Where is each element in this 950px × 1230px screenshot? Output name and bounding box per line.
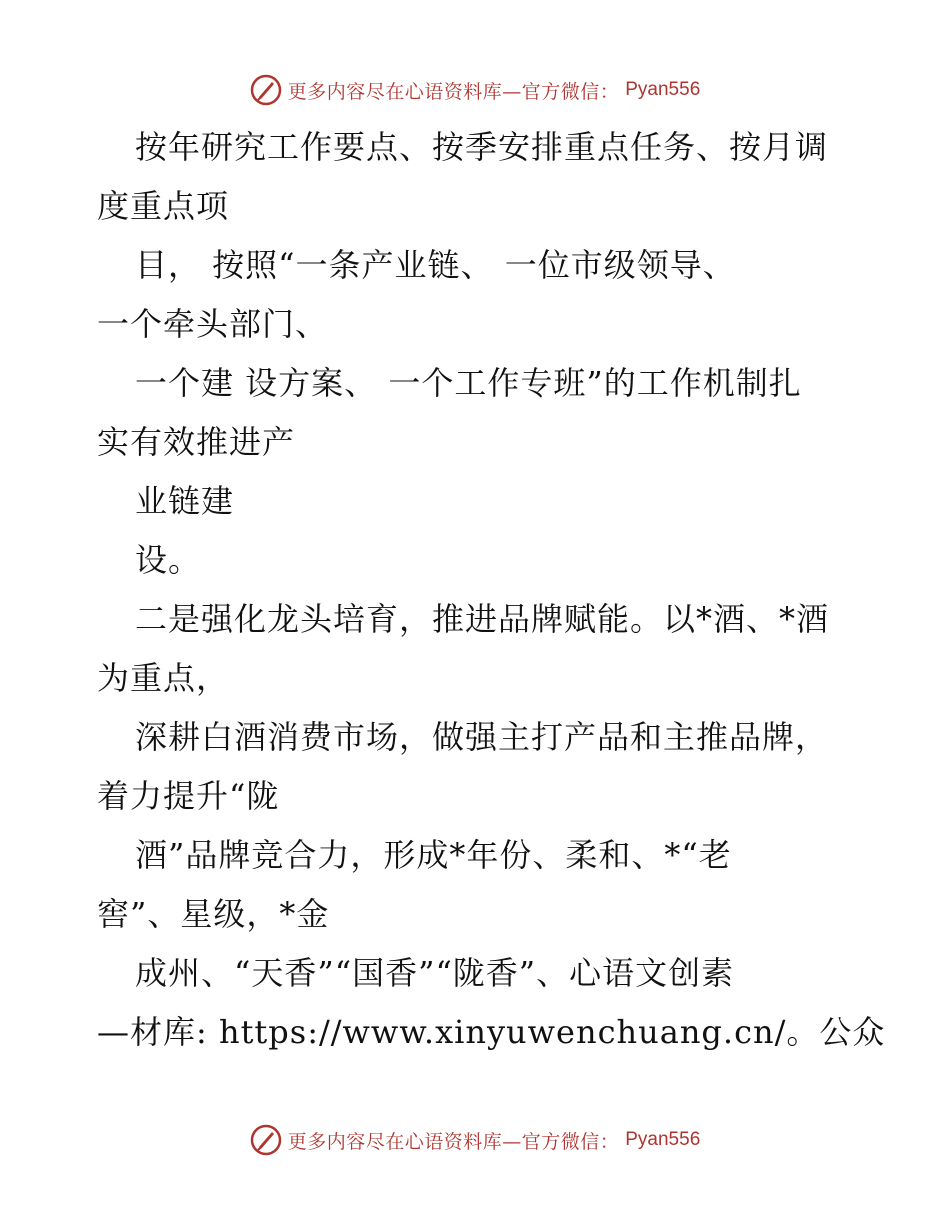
quill-pen-icon xyxy=(250,74,282,106)
quill-pen-icon xyxy=(250,1124,282,1156)
footer-banner xyxy=(0,1120,950,1160)
text-line: 着力提升“陇 xyxy=(97,777,280,815)
text-line: 为重点， xyxy=(97,659,230,697)
text-line: —材库: https://www.xinyuwenchuang.cn/。公众 xyxy=(97,1013,886,1051)
text-line: 二是强化龙头培育，推进品牌赋能。以*酒、*酒 xyxy=(135,600,830,638)
text-line: 按年研究工作要点、按季安排重点任务、按月调 xyxy=(135,128,829,166)
header-banner-text: 更多内容尽在心语资料库—官方微信： xyxy=(287,80,620,103)
text-line: 成州、“天香”“国香”“陇香”、心语文创素 xyxy=(135,954,735,992)
text-line: 目， 按照“一条产业链、 一位市级领导、 xyxy=(135,246,736,284)
text-line: 度重点项 xyxy=(97,187,230,225)
text-line: 业链建 xyxy=(135,482,235,520)
text-line: 设。 xyxy=(135,541,202,579)
header-banner xyxy=(0,70,950,110)
text-line: 实有效推进产 xyxy=(97,423,296,461)
text-line: 一个牵头部门、 xyxy=(97,305,329,343)
text-line: 深耕白酒消费市场，做强主打产品和主推品牌， xyxy=(135,718,829,756)
text-line: 窖”、星级，*金 xyxy=(97,895,330,933)
footer-banner-id: Pyan556 xyxy=(625,1129,701,1150)
footer-banner-text: 更多内容尽在心语资料库—官方微信： xyxy=(287,1130,620,1153)
text-line: 一个建 设方案、 一个工作专班”的工作机制扎 xyxy=(135,364,802,402)
header-banner-id: Pyan556 xyxy=(625,79,701,100)
body-text xyxy=(97,118,886,1062)
text-line: 酒”品牌竞合力，形成*年份、柔和、*“老 xyxy=(135,836,732,874)
